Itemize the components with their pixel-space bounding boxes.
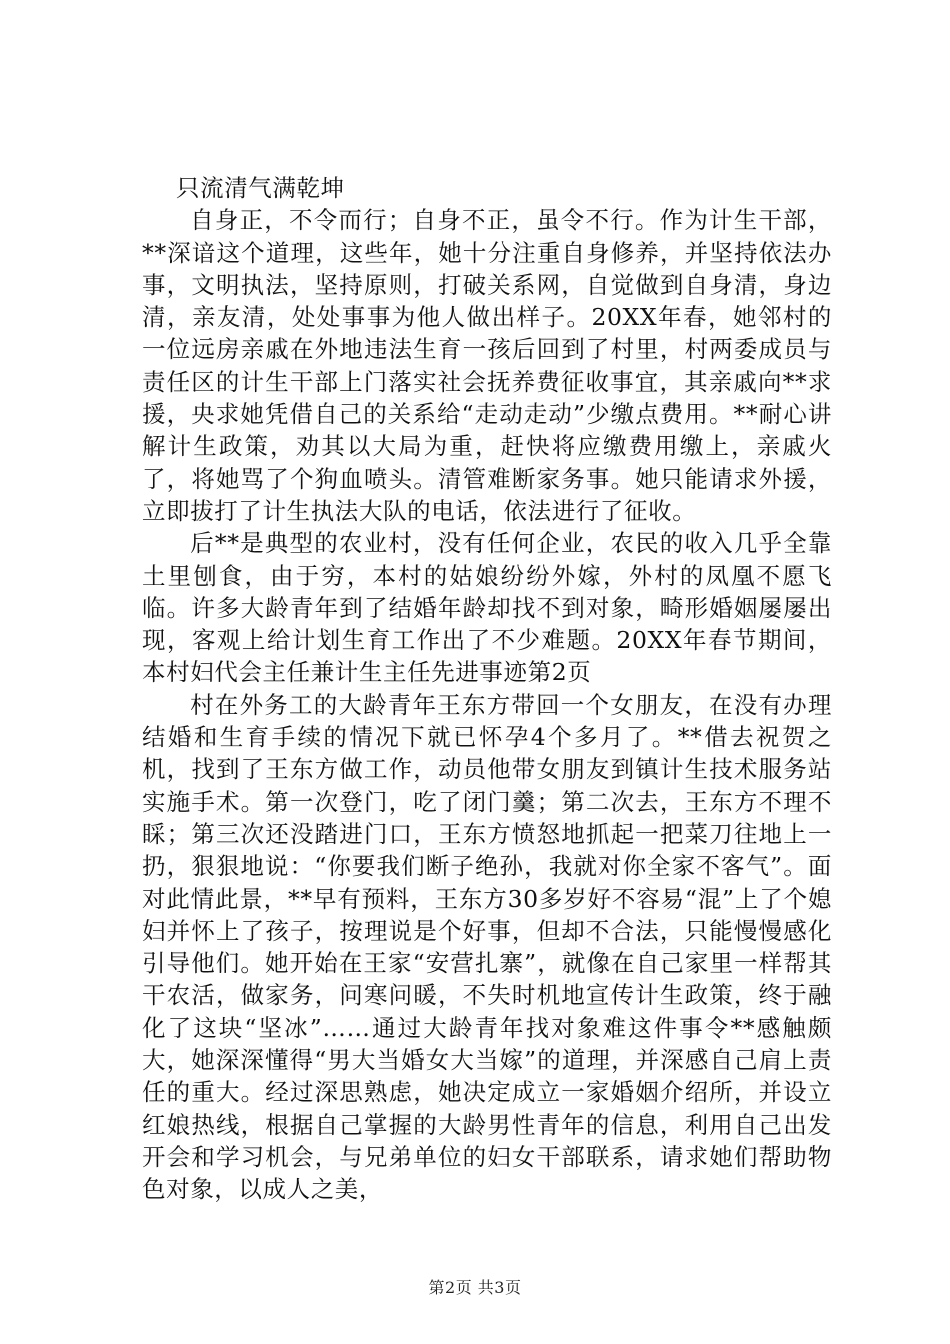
paragraph-2: 后**是典型的农业村，没有任何企业，农民的收入几乎全靠土里刨食，由于穷，本村的姑娘纷纷外嫁，外村的凤凰不愿飞临。许多大龄青年到了结婚年龄却找不到对象，畸形婚姻屡屡出现，客观上给计划生育工作出了不少难题。20XX年春节期间，本村妇代会主任兼计生主任先进事迹第2页 xyxy=(142,529,832,687)
page-footer: 第2页 共3页 xyxy=(428,1278,522,1297)
paragraph-3: 村在外务工的大龄青年王东方带回一个女朋友，在没有办理结婚和生育手续的情况下就已怀孕4个多月了。**借去祝贺之机，找到了王东方做工作，动员他带女朋友到镇计生技术服务站实施手术。第一次登门，吃了闭门羹；第二次去，王东方不理不睬；第三次还没踏进门口，王东方愤怒地抓起一把菜刀往地上一扔，狠狠地说：“你要我们断子绝孙，我就对你全家不客气”。面对此情此景，**早有预料，王东方30多岁好不容易“混”上了个媳妇并怀上了孩子，按理说是个好事，但却不合法，只能慢慢感化引导他们。她开始在王家“安营扎寨”，就像在自己家里一样帮其干农活，做家务，问寒问暖，不失时机地宣传计生政策，终于融化了这块“坚冰”……通过大龄青年找对象难这件事令**感触颇大，她深深懂得“男大当婚女大当嫁”的道理，并深感自己肩上责任的重大。经过深思熟虑，她决定成立一家婚姻介绍所，并设立红娘热线，根据自己掌握的大龄男性青年的信息，利用自己出发开会和学习机会，与兄弟单位的妇女干部联系，请求她们帮助物色对象，以成人之美， xyxy=(142,690,832,1204)
section-heading: 只流清气满乾坤 xyxy=(176,174,345,202)
paragraph-1: 自身正，不令而行；自身不正，虽令不行。作为计生干部，**深谙这个道理，这些年，她十分注重自身修养，并坚持依法办事，文明执法，坚持原则，打破关系网，自觉做到自身清，身边清，亲友清，处处事事为他人做出样子。20XX年春，她邻村的一位远房亲戚在外地违法生育一孩后回到了村里，村两委成员与责任区的计生干部上门落实社会抚养费征收事宜，其亲戚向**求援，央求她凭借自己的关系给“走动走动”少缴点费用。**耐心讲解计生政策，劝其以大局为重，赶快将应缴费用缴上，亲戚火了，将她骂了个狗血喷头。清管难断家务事。她只能请求外援，立即拔打了计生执法大队的电话，依法进行了征收。 xyxy=(142,206,832,525)
document-body xyxy=(142,172,832,1206)
